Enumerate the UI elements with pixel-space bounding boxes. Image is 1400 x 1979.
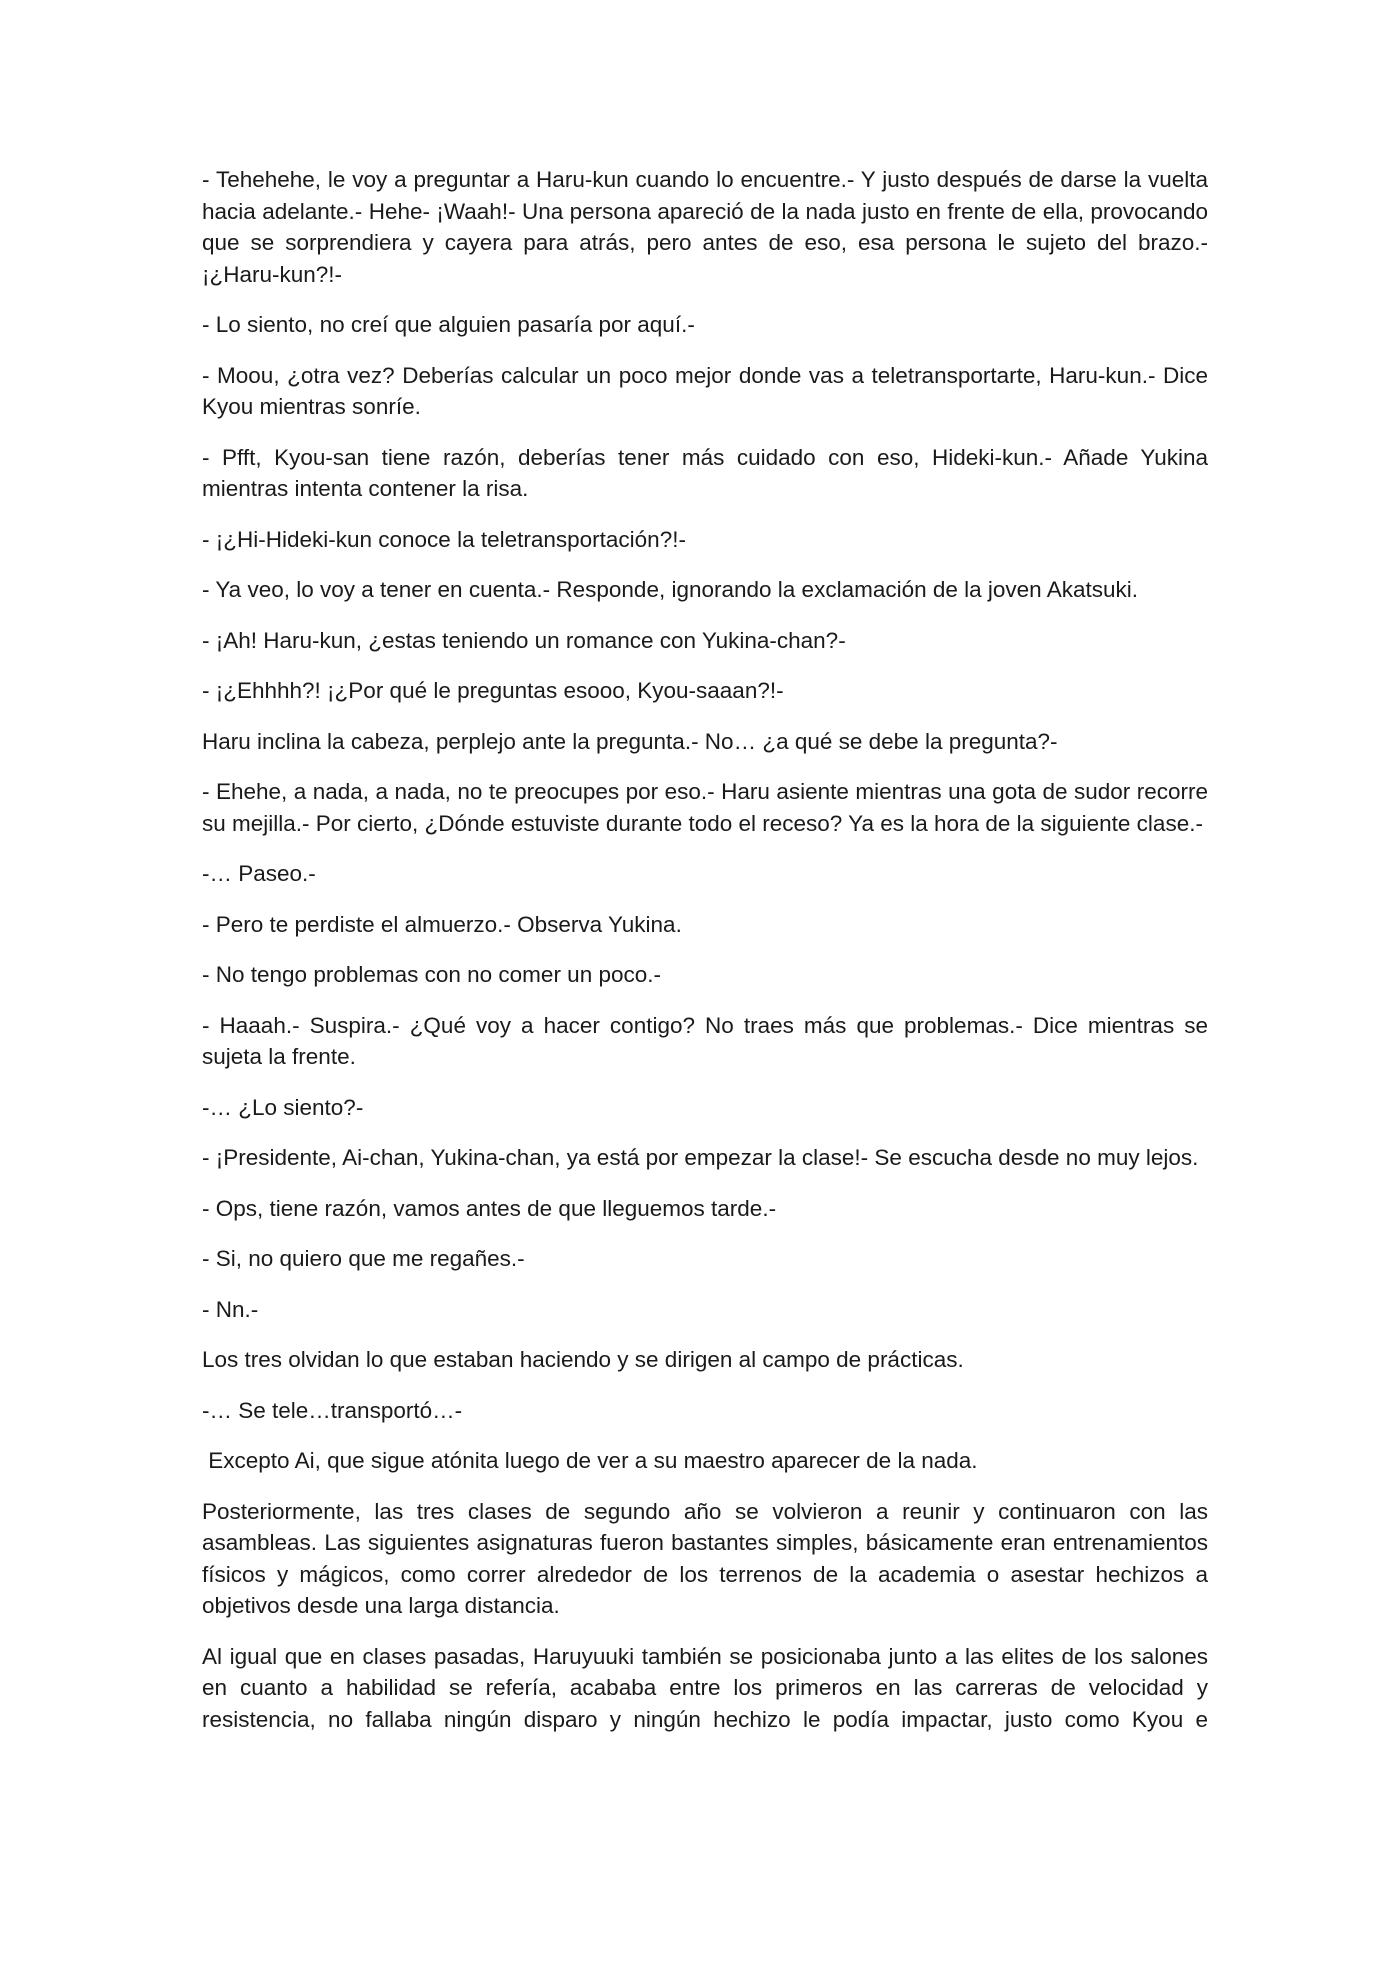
paragraph-22: Excepto Ai, que sigue atónita luego de ver a su maestro aparecer de la nada. — [202, 1448, 978, 1473]
paragraph-6: - Ya veo, lo voy a tener en cuenta.- Responde, ignorando la exclamación de la joven Akatsuki. — [202, 577, 1138, 602]
paragraph-7: - ¡Ah! Haru-kun, ¿estas teniendo un romance con Yukina-chan?- — [202, 627, 846, 653]
paragraph-15: -… ¿Lo siento?- — [202, 1094, 364, 1120]
paragraph-24: Al igual que en clases pasadas, Haruyuuki también se posicionaba junto a las elites de los salones en cuanto a habilidad se refería, acababa entre los primeros en las carreras de velocidad y resistencia, no fallaba ningún disparo y ningún hechizo le podía impactar, justo como Kyou e — [202, 1643, 1208, 1732]
paragraph-5: - ¡¿Hi-Hideki-kun conoce la teletransportación?!- — [202, 526, 686, 552]
paragraph-8: - ¡¿Ehhhh?! ¡¿Por qué le preguntas esooo, Kyou-saaan?!- — [202, 678, 784, 703]
paragraph-23: Posteriormente, las tres clases de segundo año se volvieron a reunir y continuaron con las asambleas. Las siguientes asignaturas fueron bastantes simples, básicamente eran entrenamientos físicos y mágicos, como correr alrededor de los terrenos de la academia o asestar hechizos a objetivos desde una larga distancia. — [202, 1498, 1208, 1618]
paragraph-16: - ¡Presidente, Ai-chan, Yukina-chan, ya está por empezar la clase!- Se escucha desde no muy lejos. — [202, 1145, 1199, 1170]
paragraph-11: -… Paseo.- — [202, 861, 316, 886]
paragraph-10: - Ehehe, a nada, a nada, no te preocupes por eso.- Haru asiente mientras una gota de sudor recorre su mejilla.- Por cierto, ¿Dónde estuviste durante todo el receso? Ya es la hora de la siguiente clase.- — [202, 779, 1208, 836]
paragraph-14: - Haaah.- Suspira.- ¿Qué voy a hacer contigo? No traes más que problemas.- Dice mientras se sujeta la frente. — [202, 1012, 1208, 1069]
paragraph-2: - Lo siento, no creí que alguien pasaría por aquí.- — [202, 312, 695, 337]
document-body — [202, 164, 1208, 1735]
paragraph-4: - Pfft, Kyou-san tiene razón, deberías tener más cuidado con eso, Hideki-kun.- Añade Yukina mientras intenta contener la risa. — [202, 444, 1208, 501]
paragraph-9: Haru inclina la cabeza, perplejo ante la pregunta.- No… ¿a qué se debe la pregunta?- — [202, 728, 1058, 754]
paragraph-20: Los tres olvidan lo que estaban haciendo y se dirigen al campo de prácticas. — [202, 1347, 964, 1372]
paragraph-3: - Moou, ¿otra vez? Deberías calcular un poco mejor donde vas a teletransportarte, Haru-kun.- Dice Kyou mientras sonríe. — [202, 362, 1208, 419]
paragraph-18: - Si, no quiero que me regañes.- — [202, 1246, 525, 1271]
paragraph-19: - Nn.- — [202, 1296, 259, 1322]
paragraph-21: -… Se tele…transportó…- — [202, 1397, 463, 1423]
paragraph-1: - Tehehehe, le voy a preguntar a Haru-kun cuando lo encuentre.- Y justo después de darse la vuelta hacia adelante.- Hehe- ¡Waah!- Una persona apareció de la nada justo en frente de ella, provocando que se sorprendiera y cayera para atrás, pero antes de eso, esa persona le sujeto del brazo.- ¡¿Haru-kun?!- — [202, 167, 1208, 287]
paragraph-12: - Pero te perdiste el almuerzo.- Observa Yukina. — [202, 911, 682, 937]
paragraph-13: - No tengo problemas con no comer un poco.- — [202, 962, 661, 987]
paragraph-17: - Ops, tiene razón, vamos antes de que lleguemos tarde.- — [202, 1195, 777, 1221]
